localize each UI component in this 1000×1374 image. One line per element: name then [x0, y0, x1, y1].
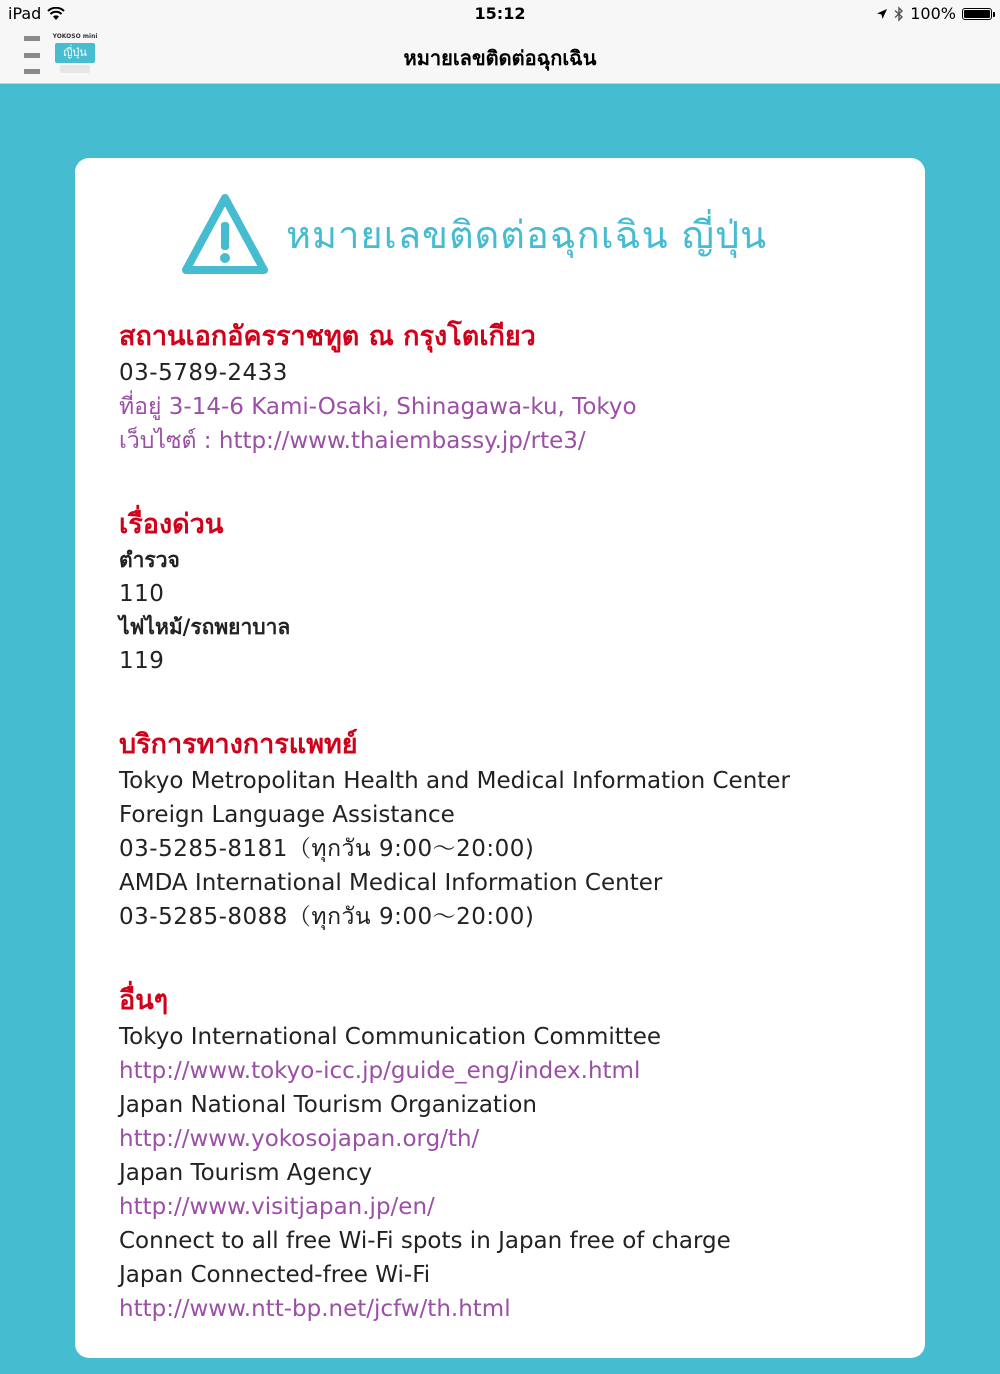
status-right: [876, 4, 992, 23]
medical-center2-name: AMDA International Medical Information Center: [119, 870, 663, 896]
police-number[interactable]: 110: [119, 581, 165, 607]
others-item-name: Tokyo International Communication Committee: [119, 1024, 662, 1050]
medical-center1-name: Tokyo Metropolitan Health and Medical Information Center: [119, 768, 790, 794]
medical-center2-phone[interactable]: 03-5285-8088（ทุกวัน 9:00～20:00): [119, 904, 535, 930]
status-time: 15:12: [474, 4, 526, 23]
others-section: [119, 982, 909, 1326]
battery-fill: [964, 10, 990, 18]
card-title: หมายเลขติดต่อฉุกเฉิน ญี่ปุ่น: [286, 212, 768, 257]
location-arrow-icon: [876, 8, 888, 20]
wifi-description: Connect to all free Wi-Fi spots in Japan free of charge: [119, 1228, 731, 1254]
card-header: [180, 192, 767, 276]
others-item-link[interactable]: http://www.visitjapan.jp/en/: [119, 1194, 435, 1220]
status-bar: [0, 0, 1000, 28]
embassy-phone[interactable]: 03-5789-2433: [119, 360, 288, 386]
logo-main-text: ญี่ปุ่น: [55, 43, 95, 63]
others-item-name: Japan Tourism Agency: [119, 1160, 373, 1186]
others-item-name: Japan National Tourism Organization: [119, 1092, 537, 1118]
page-title: หมายเลขติดต่อฉุกเฉิน: [403, 46, 597, 70]
medical-center1-phone[interactable]: 03-5285-8181（ทุกวัน 9:00～20:00): [119, 836, 535, 862]
embassy-website-link[interactable]: เว็บไซต์ : http://www.thaiembassy.jp/rte3/: [119, 428, 586, 454]
navigation-bar: [0, 28, 1000, 84]
device-name: iPad: [8, 4, 42, 23]
embassy-address[interactable]: ที่อยู่ 3-14-6 Kami-Osaki, Shinagawa-ku, Tokyo: [119, 394, 637, 420]
medical-heading: บริการทางการแพทย์: [119, 729, 358, 760]
content-body: [119, 318, 909, 1374]
police-label: ตำรวจ: [119, 548, 180, 572]
fire-ambulance-number[interactable]: 119: [119, 648, 165, 674]
embassy-section: [119, 318, 909, 458]
wifi-service-name: Japan Connected-free Wi-Fi: [119, 1262, 431, 1288]
battery-percent: 100%: [910, 4, 956, 23]
urgent-heading: เรื่องด่วน: [119, 509, 224, 540]
menu-bar-line: [24, 36, 40, 41]
others-item-link[interactable]: http://www.tokyo-icc.jp/guide_eng/index.html: [119, 1058, 641, 1084]
others-item-link[interactable]: http://www.yokosojapan.org/th/: [119, 1126, 480, 1152]
bluetooth-icon: [894, 6, 904, 22]
embassy-heading: สถานเอกอัครราชทูต ณ กรุงโตเกียว: [119, 321, 536, 352]
urgent-section: [119, 506, 909, 678]
medical-center1-sub: Foreign Language Assistance: [119, 802, 455, 828]
others-heading: อื่นๆ: [119, 985, 169, 1016]
medical-section: [119, 726, 909, 934]
warning-icon: [180, 192, 270, 276]
content-card: [75, 158, 925, 1358]
wifi-link[interactable]: http://www.ntt-bp.net/jcfw/th.html: [119, 1296, 511, 1322]
battery-icon: [962, 8, 992, 20]
logo-top-text: YOKOSO mini: [52, 33, 98, 40]
fire-ambulance-label: ไฟไหม้/รถพยาบาล: [119, 615, 291, 639]
